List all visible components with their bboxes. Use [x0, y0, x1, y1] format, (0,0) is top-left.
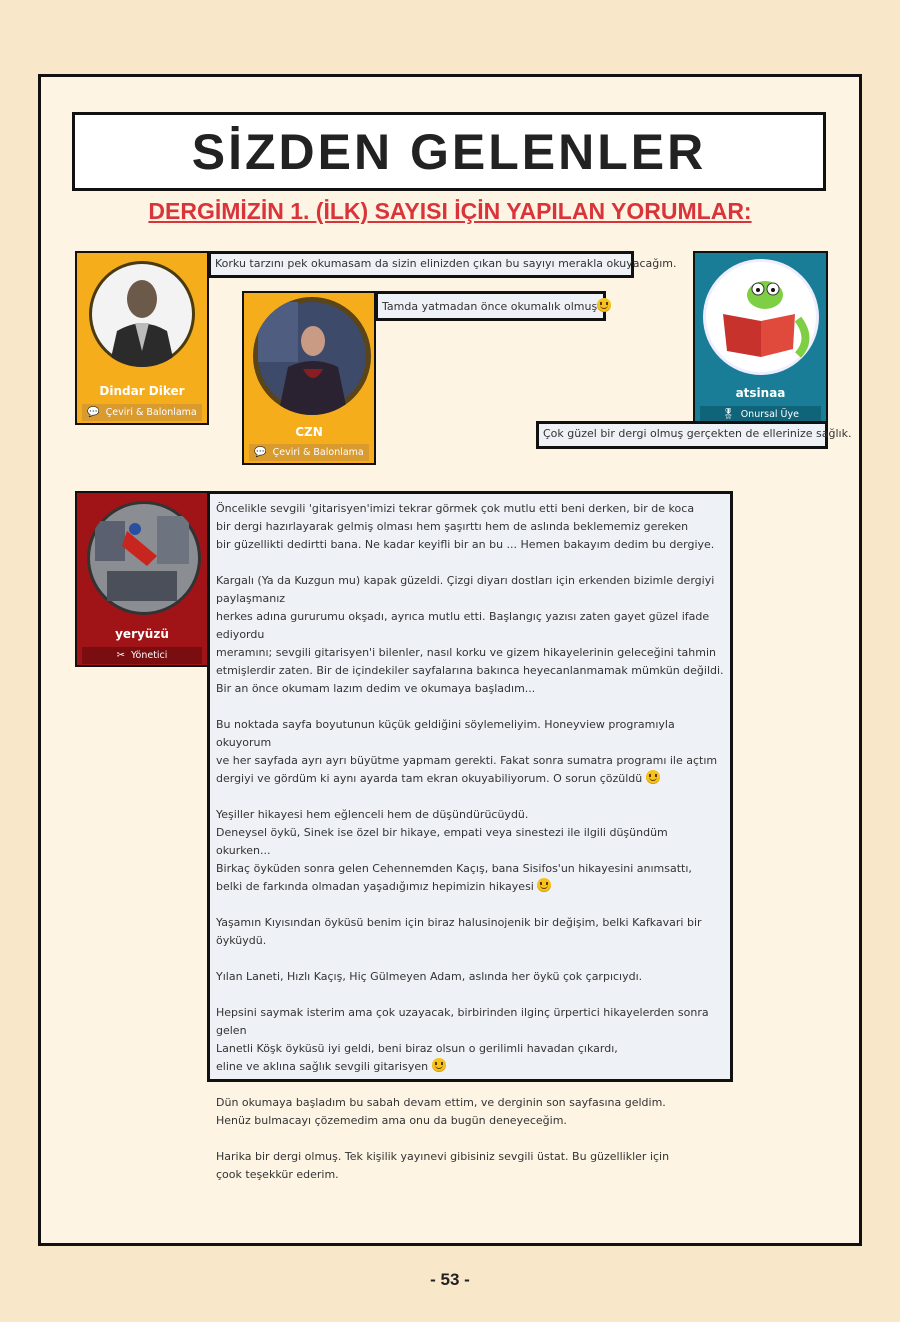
page-subtitle: DERGİMİZİN 1. (İLK) SAYISI İÇİN YAPILAN YORUMLAR:: [148, 198, 752, 224]
comment-text: Tamda yatmadan önce okumalık olmuş: [382, 300, 598, 313]
smile-emoji-icon: [646, 770, 660, 784]
comment-line: Lanetli Köşk öyküsü iyi geldi, beni biraz olsun o gerilimli havadan çıkardı,: [216, 1042, 618, 1055]
comment-line: Henüz bulmacayı çözemedim ama onu da bugün deneyeceğim.: [216, 1114, 567, 1127]
user-name: Dindar Diker: [99, 384, 185, 398]
comment-paragraph: [216, 806, 724, 896]
user-card-dindar-diker: [75, 251, 209, 425]
comment-paragraph: [216, 1004, 724, 1076]
user-role: Yönetici: [130, 650, 168, 661]
comment-line: herkes adına gururumu okşadı, ayrıca mutlu etti. Başlangıç yazısı zaten gayet güzel ifade ediyordu: [216, 610, 710, 641]
comment-paragraph: [216, 716, 724, 788]
avatar: [87, 501, 201, 615]
avatar: [89, 261, 195, 367]
user-name: atsinaa: [735, 386, 786, 400]
comment-line: dergiyi ve gördüm ki aynı ayarda tam ekran okuyabiliyorum. O sorun çözüldü: [216, 772, 643, 785]
comment-line: bir güzellikti dedirtti bana. Ne kadar keyifli bir an bu ... Hemen bakayım dedim bu dergiye.: [216, 538, 715, 551]
comment-bubble-dindar-diker: Korku tarzını pek okumasam da sizin elinizden çıkan bu sayıyı merakla okuyacağım.: [208, 251, 634, 278]
user-card-atsinaa: [693, 251, 828, 425]
page-number: - 53 -: [430, 1270, 470, 1289]
comment-line: belki de farkında olmadan yaşadığımız hepimizin hikayesi: [216, 880, 534, 893]
chat-icon: 💬: [87, 407, 100, 418]
comment-paragraph: [216, 1148, 724, 1184]
comment-line: Dün okumaya başladım bu sabah devam ettim, ve derginin son sayfasına geldim.: [216, 1096, 666, 1109]
user-role-badge: [249, 444, 369, 461]
comment-line: etmişlerdir zaten. Bir de içindekiler sayfalarına bakınca heyecanlanmamak mümkün değildi.: [216, 664, 724, 677]
user-role-badge: [82, 647, 202, 664]
user-role: Çeviri & Balonlama: [272, 447, 364, 458]
page-title: SİZDEN GELENLER: [191, 123, 707, 180]
title-box: [72, 112, 826, 191]
comment-line: çook teşekkür ederim.: [216, 1168, 339, 1181]
comment-line: Yılan Laneti, Hızlı Kaçış, Hiç Gülmeyen Adam, aslında her öykü çok çarpıcıydı.: [216, 970, 643, 983]
comment-paragraph: [216, 572, 724, 698]
user-role: Onursal Üye: [740, 409, 799, 420]
comment-line: ve her sayfada ayrı ayrı büyütme yapmam gerekti. Fakat sonra sumatra programı ile açtım: [216, 754, 718, 767]
comment-line: eline ve aklına sağlık sevgili gitarisyen: [216, 1060, 429, 1073]
comment-line: bir dergi hazırlayarak gelmiş olması hem şaşırttı hem de aslında beklememiz gereken: [216, 520, 689, 533]
comment-line: meramını; sevgili gitarisyen'i bilenler, nasıl korku ve gizem hikayelerinin geleceğini tahmin: [216, 646, 716, 659]
comment-line: Yeşiller hikayesi hem eğlenceli hem de düşündürücüydü.: [216, 808, 529, 821]
long-comment-yeryuzu: [207, 491, 733, 1181]
comment-paragraph: [216, 914, 724, 950]
comment-bubble-czn: [375, 291, 606, 321]
chat-icon: 💬: [254, 447, 267, 458]
smile-emoji-icon: [537, 878, 551, 892]
smile-emoji-icon: [597, 298, 611, 312]
user-card-yeryuzu: [75, 491, 209, 667]
tools-icon: ✂: [116, 650, 125, 661]
comment-line: Birkaç öyküden sonra gelen Cehennemden Kaçış, bana Sisifos'un hikayesini anımsattı,: [216, 862, 692, 875]
comment-line: Bir an önce okumam lazım dedim ve okumaya başladım...: [216, 682, 536, 695]
user-name: CZN: [295, 425, 323, 439]
avatar: [253, 297, 371, 415]
comment-paragraph: [216, 500, 724, 554]
comment-paragraph: [216, 968, 724, 986]
comment-line: Öncelikle sevgili 'gitarisyen'imizi tekrar görmek çok mutlu etti beni derken, bir de koca: [216, 502, 695, 515]
comment-line: Yaşamın Kıyısından öyküsü benim için biraz halusinojenik bir değişim, belki Kafkavari bir öyküydü.: [216, 916, 702, 947]
medal-icon: 🎖: [722, 409, 735, 420]
comment-bubble-atsinaa: Çok güzel bir dergi olmuş gerçekten de ellerinize sağlık.: [536, 421, 828, 449]
avatar: [703, 259, 819, 375]
smile-emoji-icon: [432, 1058, 446, 1072]
user-role: Çeviri & Balonlama: [105, 407, 197, 418]
comment-line: Hepsini saymak isterim ama çok uzayacak, birbirinden ilginç ürpertici hikayelerden sonra gelen: [216, 1006, 709, 1037]
user-card-czn: [242, 291, 376, 465]
comment-line: Harika bir dergi olmuş. Tek kişilik yayınevi gibisiniz sevgili üstat. Bu güzellikler için: [216, 1150, 670, 1163]
user-name: yeryüzü: [115, 627, 169, 641]
user-role-badge: [82, 404, 202, 421]
comment-line: Kargalı (Ya da Kuzgun mu) kapak güzeldi. Çizgi diyarı dostları için erkenden bizimle dergiyi paylaşmanız: [216, 574, 715, 605]
comment-paragraph: [216, 1094, 724, 1130]
comment-line: Deneysel öykü, Sinek ise özel bir hikaye, empati veya sinestezi ile ilgili düşündüm okurken...: [216, 826, 668, 857]
comment-line: Bu noktada sayfa boyutunun küçük geldiğini söylemeliyim. Honeyview programıyla okuyorum: [216, 718, 675, 749]
